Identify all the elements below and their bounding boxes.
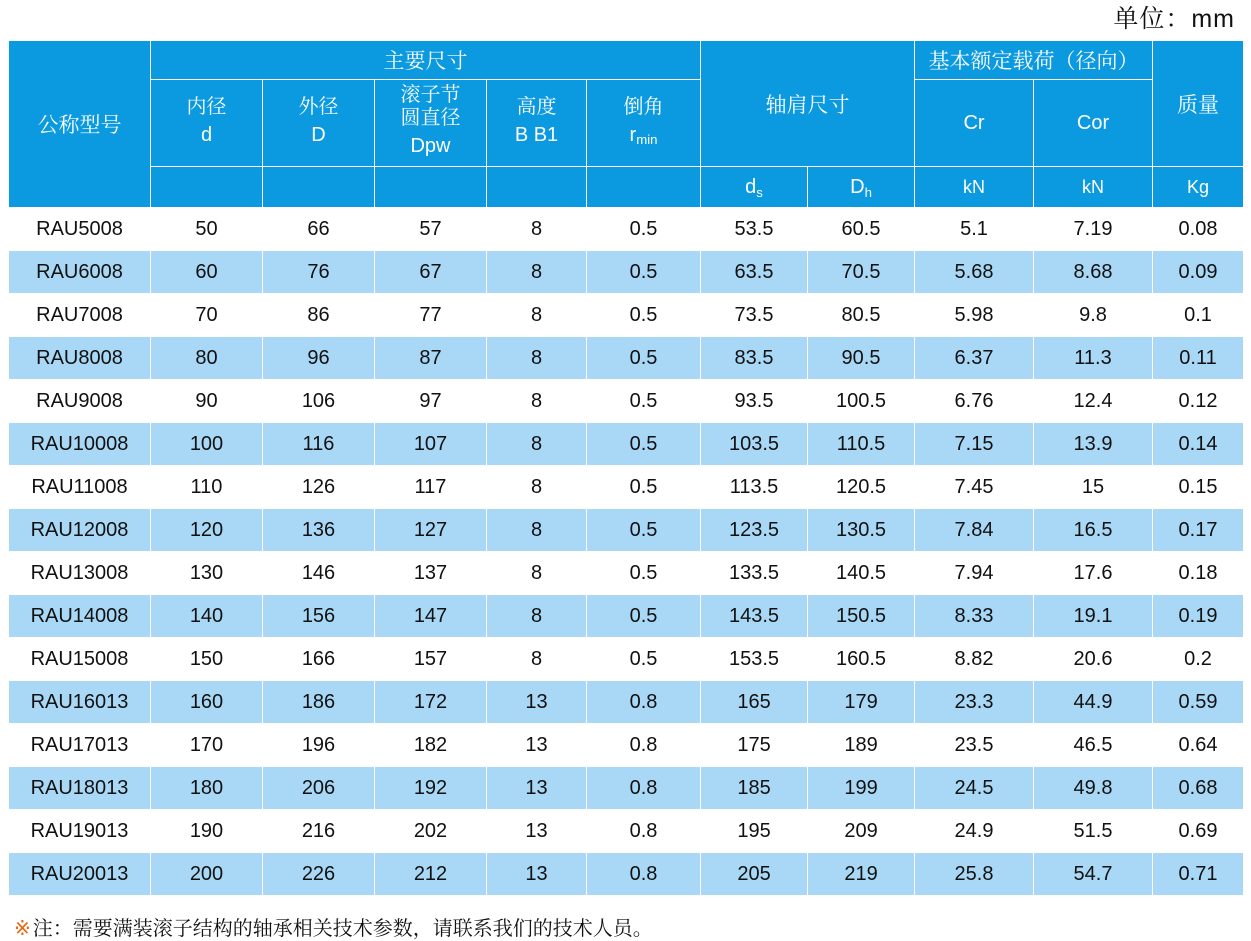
sub-sym-2: Dpw: [410, 135, 451, 157]
cell-dh: 110.5: [808, 423, 915, 466]
cell-inner-diameter: 100: [151, 423, 263, 466]
cell-inner-diameter: 190: [151, 810, 263, 853]
cell-cr: 6.76: [915, 380, 1034, 423]
header-row-units: [9, 167, 1244, 208]
sub-sym-0: d: [200, 123, 213, 146]
sub-name-8: Cor: [1076, 111, 1110, 134]
cell-cr: 7.94: [915, 552, 1034, 595]
cell-outer-diameter: 126: [263, 466, 375, 509]
cell-cor: 7.19: [1034, 208, 1153, 251]
cell-dh: 100.5: [808, 380, 915, 423]
cell-cr: 7.84: [915, 509, 1034, 552]
cell-chamfer: 0.8: [587, 810, 701, 853]
cell-ds: 165: [701, 681, 808, 724]
cell-model: RAU20013: [9, 853, 151, 896]
cell-chamfer: 0.8: [587, 681, 701, 724]
cell-ds: 93.5: [701, 380, 808, 423]
cell-cor: 17.6: [1034, 552, 1153, 595]
cell-height: 8: [487, 638, 587, 681]
cell-roller-pitch-diameter: 192: [375, 767, 487, 810]
cell-ds: 175: [701, 724, 808, 767]
cell-chamfer: 0.5: [587, 337, 701, 380]
cell-outer-diameter: 226: [263, 853, 375, 896]
cell-outer-diameter: 166: [263, 638, 375, 681]
cell-chamfer: 0.5: [587, 208, 701, 251]
cell-cr: 23.3: [915, 681, 1034, 724]
cell-cor: 9.8: [1034, 294, 1153, 337]
cell-cor: 13.9: [1034, 423, 1153, 466]
cell-inner-diameter: 180: [151, 767, 263, 810]
cell-dh: 179: [808, 681, 915, 724]
cell-cr: 24.5: [915, 767, 1034, 810]
table-row: [9, 638, 1244, 681]
cell-mass: 0.15: [1153, 466, 1244, 509]
cell-model: RAU12008: [9, 509, 151, 552]
sub-unit-7: kN: [963, 176, 986, 197]
sub-sym-4: $r_{min}$: [629, 123, 658, 148]
cell-inner-diameter: 150: [151, 638, 263, 681]
cell-cr: 23.5: [915, 724, 1034, 767]
header-sub-inner-diameter: [151, 80, 263, 167]
cell-inner-diameter: 50: [151, 208, 263, 251]
cell-chamfer: 0.5: [587, 423, 701, 466]
cell-roller-pitch-diameter: 172: [375, 681, 487, 724]
cell-inner-diameter: 140: [151, 595, 263, 638]
cell-roller-pitch-diameter: 157: [375, 638, 487, 681]
cell-cor: 54.7: [1034, 853, 1153, 896]
specification-table: [8, 40, 1244, 896]
cell-inner-diameter: 80: [151, 337, 263, 380]
cell-inner-diameter: 90: [151, 380, 263, 423]
table-row: [9, 681, 1244, 724]
cell-cr: 24.9: [915, 810, 1034, 853]
cell-height: 13: [487, 724, 587, 767]
header-unit-cor: [1034, 167, 1153, 208]
cell-roller-pitch-diameter: 57: [375, 208, 487, 251]
cell-ds: 73.5: [701, 294, 808, 337]
cell-outer-diameter: 136: [263, 509, 375, 552]
sub-name-3: 高度: [516, 95, 557, 118]
header-unit-D: [263, 167, 375, 208]
table-row: [9, 466, 1244, 509]
sub-name-1: 外径: [298, 95, 339, 118]
cell-ds: 185: [701, 767, 808, 810]
cell-height: 8: [487, 251, 587, 294]
cell-mass: 0.14: [1153, 423, 1244, 466]
cell-cr: 25.8: [915, 853, 1034, 896]
cell-outer-diameter: 146: [263, 552, 375, 595]
cell-dh: 150.5: [808, 595, 915, 638]
cell-cor: 16.5: [1034, 509, 1153, 552]
cell-roller-pitch-diameter: 87: [375, 337, 487, 380]
table-row: [9, 251, 1244, 294]
cell-model: RAU8008: [9, 337, 151, 380]
cell-cr: 5.98: [915, 294, 1034, 337]
cell-chamfer: 0.5: [587, 509, 701, 552]
cell-dh: 140.5: [808, 552, 915, 595]
cell-dh: 130.5: [808, 509, 915, 552]
cell-outer-diameter: 66: [263, 208, 375, 251]
cell-chamfer: 0.5: [587, 380, 701, 423]
cell-mass: 0.18: [1153, 552, 1244, 595]
cell-ds: 123.5: [701, 509, 808, 552]
cell-roller-pitch-diameter: 202: [375, 810, 487, 853]
cell-dh: 60.5: [808, 208, 915, 251]
header-unit-B: [487, 167, 587, 208]
cell-ds: 195: [701, 810, 808, 853]
cell-height: 8: [487, 595, 587, 638]
cell-height: 8: [487, 294, 587, 337]
cell-ds: 63.5: [701, 251, 808, 294]
cell-model: RAU11008: [9, 466, 151, 509]
cell-cr: 5.68: [915, 251, 1034, 294]
header-sym-ds: [701, 167, 808, 208]
sub-sym-6: $D_h$: [850, 176, 872, 200]
cell-roller-pitch-diameter: 127: [375, 509, 487, 552]
cell-height: 8: [487, 552, 587, 595]
cell-chamfer: 0.8: [587, 767, 701, 810]
cell-cor: 11.3: [1034, 337, 1153, 380]
table-row: [9, 724, 1244, 767]
cell-inner-diameter: 120: [151, 509, 263, 552]
cell-model: RAU7008: [9, 294, 151, 337]
cell-inner-diameter: 160: [151, 681, 263, 724]
cell-mass: 0.11: [1153, 337, 1244, 380]
cell-cor: 15: [1034, 466, 1153, 509]
cell-height: 8: [487, 337, 587, 380]
cell-model: RAU19013: [9, 810, 151, 853]
cell-chamfer: 0.5: [587, 466, 701, 509]
sub-sym-3: B B1: [514, 123, 559, 146]
sub-unit-8: kN: [1082, 176, 1105, 197]
sub-sym-1: D: [311, 123, 326, 146]
cell-mass: 0.69: [1153, 810, 1244, 853]
header-sub-cor: [1034, 80, 1153, 167]
cell-model: RAU17013: [9, 724, 151, 767]
cell-model: RAU14008: [9, 595, 151, 638]
cell-roller-pitch-diameter: 212: [375, 853, 487, 896]
cell-height: 8: [487, 380, 587, 423]
cell-cor: 8.68: [1034, 251, 1153, 294]
table-row: [9, 552, 1244, 595]
cell-dh: 199: [808, 767, 915, 810]
cell-outer-diameter: 96: [263, 337, 375, 380]
cell-model: RAU13008: [9, 552, 151, 595]
cell-mass: 0.2: [1153, 638, 1244, 681]
table-row: [9, 337, 1244, 380]
cell-mass: 0.08: [1153, 208, 1244, 251]
cell-cor: 19.1: [1034, 595, 1153, 638]
cell-roller-pitch-diameter: 137: [375, 552, 487, 595]
sub-unit-9: Kg: [1187, 176, 1210, 197]
unit-label: 单位：mm: [1113, 5, 1235, 33]
cell-height: 8: [487, 423, 587, 466]
cell-cor: 49.8: [1034, 767, 1153, 810]
cell-ds: 113.5: [701, 466, 808, 509]
cell-dh: 90.5: [808, 337, 915, 380]
cell-outer-diameter: 196: [263, 724, 375, 767]
cell-chamfer: 0.8: [587, 724, 701, 767]
cell-cr: 5.1: [915, 208, 1034, 251]
cell-inner-diameter: 170: [151, 724, 263, 767]
sub-name-2: 滚子节 圆直径: [400, 84, 461, 129]
cell-model: RAU9008: [9, 380, 151, 423]
table-body: [9, 208, 1244, 896]
table-row: [9, 294, 1244, 337]
header-model: 公称型号: [9, 41, 151, 208]
header-unit-Dpw: [375, 167, 487, 208]
cell-mass: 0.09: [1153, 251, 1244, 294]
cell-height: 8: [487, 208, 587, 251]
cell-roller-pitch-diameter: 117: [375, 466, 487, 509]
cell-outer-diameter: 156: [263, 595, 375, 638]
cell-outer-diameter: 116: [263, 423, 375, 466]
cell-model: RAU16013: [9, 681, 151, 724]
cell-ds: 53.5: [701, 208, 808, 251]
cell-ds: 205: [701, 853, 808, 896]
cell-model: RAU6008: [9, 251, 151, 294]
table-row: [9, 208, 1244, 251]
cell-roller-pitch-diameter: 97: [375, 380, 487, 423]
cell-ds: 143.5: [701, 595, 808, 638]
cell-cor: 46.5: [1034, 724, 1153, 767]
cell-cr: 6.37: [915, 337, 1034, 380]
cell-mass: 0.19: [1153, 595, 1244, 638]
cell-model: RAU15008: [9, 638, 151, 681]
cell-height: 13: [487, 853, 587, 896]
cell-dh: 70.5: [808, 251, 915, 294]
header-sub-cr: [915, 80, 1034, 167]
cell-cor: 51.5: [1034, 810, 1153, 853]
cell-cor: 20.6: [1034, 638, 1153, 681]
header-sub-chamfer: [587, 80, 701, 167]
cell-outer-diameter: 86: [263, 294, 375, 337]
cell-cr: 8.82: [915, 638, 1034, 681]
header-unit-cr: [915, 167, 1034, 208]
cell-mass: 0.71: [1153, 853, 1244, 896]
cell-model: RAU18013: [9, 767, 151, 810]
cell-inner-diameter: 60: [151, 251, 263, 294]
cell-height: 13: [487, 810, 587, 853]
cell-dh: 80.5: [808, 294, 915, 337]
header-row-groups: [9, 41, 1244, 80]
table-row: [9, 595, 1244, 638]
cell-cr: 8.33: [915, 595, 1034, 638]
table-header: [9, 41, 1244, 208]
cell-height: 13: [487, 681, 587, 724]
table-row: [9, 509, 1244, 552]
header-load-ratings: 基本额定载荷（径向）: [915, 41, 1153, 80]
cell-cr: 7.15: [915, 423, 1034, 466]
cell-ds: 153.5: [701, 638, 808, 681]
cell-ds: 103.5: [701, 423, 808, 466]
cell-height: 13: [487, 767, 587, 810]
sub-sym-5: $d_s$: [745, 176, 763, 200]
cell-model: RAU10008: [9, 423, 151, 466]
header-main-dims: 主要尺寸: [151, 41, 701, 80]
sub-name-7: Cr: [963, 111, 985, 134]
sub-name-0: 内径: [186, 95, 227, 118]
note-text: 注：需要满装滚子结构的轴承相关技术参数，请联系我们的技术人员。: [32, 918, 653, 940]
header-sub-outer-diameter: [263, 80, 375, 167]
cell-model: RAU5008: [9, 208, 151, 251]
header-shoulder-dims: 轴肩尺寸: [701, 41, 915, 167]
table-row: [9, 810, 1244, 853]
cell-outer-diameter: 206: [263, 767, 375, 810]
header-row-subnames: [9, 80, 1244, 167]
cell-dh: 160.5: [808, 638, 915, 681]
cell-chamfer: 0.8: [587, 853, 701, 896]
cell-dh: 189: [808, 724, 915, 767]
cell-chamfer: 0.5: [587, 595, 701, 638]
cell-chamfer: 0.5: [587, 251, 701, 294]
cell-chamfer: 0.5: [587, 638, 701, 681]
cell-roller-pitch-diameter: 182: [375, 724, 487, 767]
cell-mass: 0.17: [1153, 509, 1244, 552]
header-sub-height: [487, 80, 587, 167]
cell-height: 8: [487, 509, 587, 552]
table-row: [9, 767, 1244, 810]
cell-roller-pitch-diameter: 67: [375, 251, 487, 294]
cell-chamfer: 0.5: [587, 552, 701, 595]
cell-roller-pitch-diameter: 147: [375, 595, 487, 638]
cell-cr: 7.45: [915, 466, 1034, 509]
cell-outer-diameter: 76: [263, 251, 375, 294]
header-sub-roller-pitch-diameter: [375, 80, 487, 167]
cell-chamfer: 0.5: [587, 294, 701, 337]
sub-name-4: 倒角: [623, 95, 664, 118]
cell-cor: 44.9: [1034, 681, 1153, 724]
header-unit-rmin: [587, 167, 701, 208]
cell-inner-diameter: 200: [151, 853, 263, 896]
cell-roller-pitch-diameter: 77: [375, 294, 487, 337]
note-star-icon: ※: [14, 918, 31, 940]
header-mass: 质量: [1153, 41, 1244, 167]
cell-mass: 0.12: [1153, 380, 1244, 423]
header-unit-d: [151, 167, 263, 208]
footnote: [8, 912, 1243, 941]
cell-mass: 0.1: [1153, 294, 1244, 337]
cell-roller-pitch-diameter: 107: [375, 423, 487, 466]
table-row: [9, 853, 1244, 896]
cell-inner-diameter: 130: [151, 552, 263, 595]
cell-outer-diameter: 106: [263, 380, 375, 423]
header-unit-mass: [1153, 167, 1244, 208]
cell-height: 8: [487, 466, 587, 509]
cell-mass: 0.59: [1153, 681, 1244, 724]
cell-mass: 0.68: [1153, 767, 1244, 810]
table-row: [9, 423, 1244, 466]
header-sym-Dh: [808, 167, 915, 208]
cell-cor: 12.4: [1034, 380, 1153, 423]
cell-inner-diameter: 110: [151, 466, 263, 509]
cell-ds: 133.5: [701, 552, 808, 595]
cell-inner-diameter: 70: [151, 294, 263, 337]
table-row: [9, 380, 1244, 423]
cell-dh: 219: [808, 853, 915, 896]
cell-outer-diameter: 216: [263, 810, 375, 853]
cell-dh: 209: [808, 810, 915, 853]
cell-ds: 83.5: [701, 337, 808, 380]
cell-outer-diameter: 186: [263, 681, 375, 724]
cell-dh: 120.5: [808, 466, 915, 509]
cell-mass: 0.64: [1153, 724, 1244, 767]
